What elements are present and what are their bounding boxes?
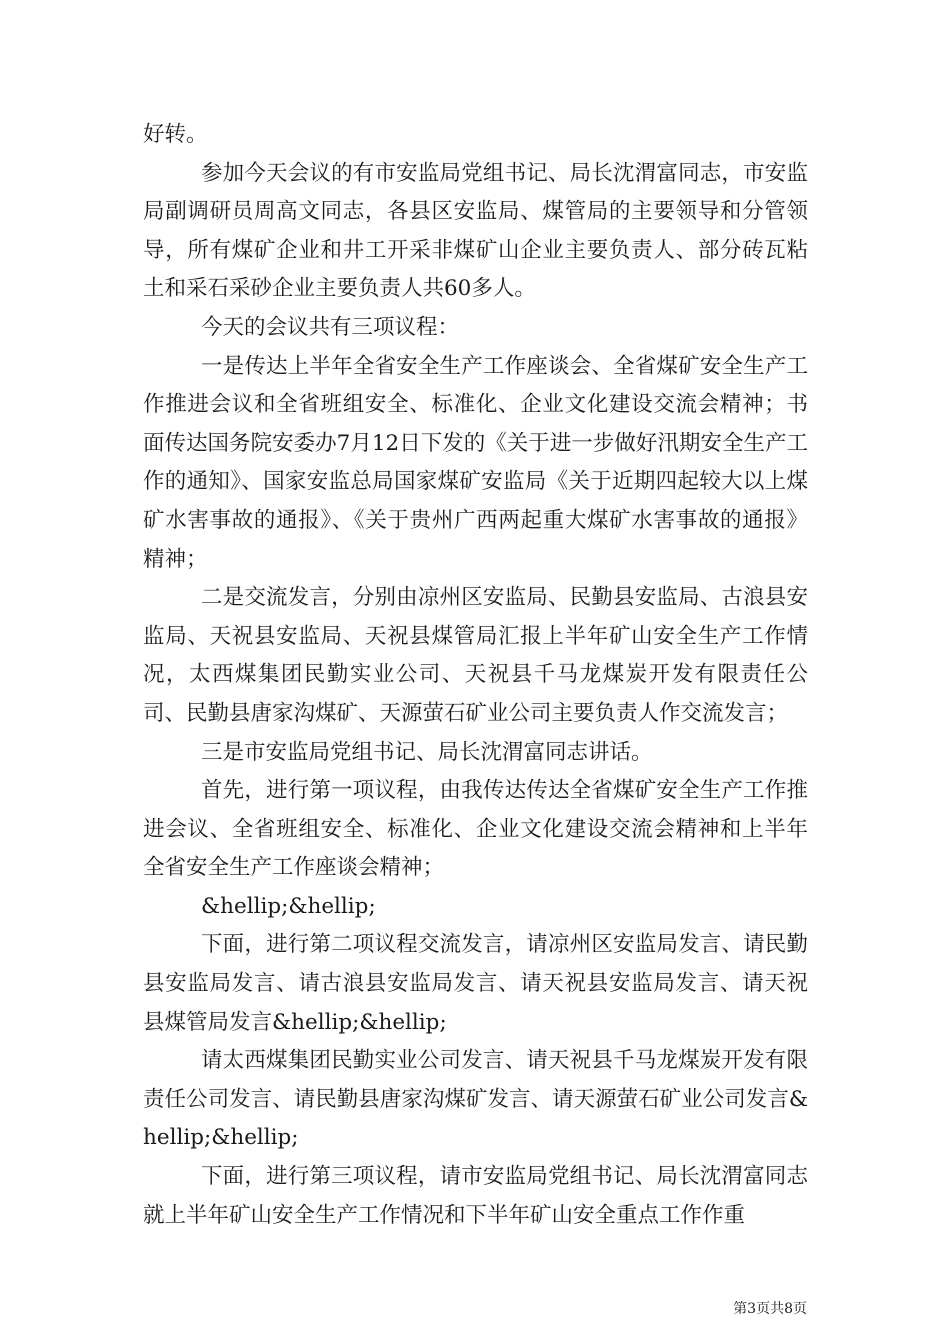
document-body [143, 116, 808, 1235]
paragraph-10: 请太西煤集团民勤实业公司发言、请天祝县千马龙煤炭开发有限责任公司发言、请民勤县唐家沟煤矿发言、请天源萤石矿业公司发言&hellip;&hellip; [143, 1048, 808, 1151]
page-number-footer: 第3页共8页 [733, 1301, 807, 1317]
paragraph-9: 下面，进行第二项议程交流发言，请凉州区安监局发言、请民勤县安监局发言、请古浪县安监局发言、请天祝县安监局发言、请天祝县煤管局发言&hellip;&hellip; [143, 932, 808, 1035]
paragraph-7: 首先，进行第一项议程，由我传达传达全省煤矿安全生产工作推进会议、全省班组安全、标准化、企业文化建设交流会精神和上半年全省安全生产工作座谈会精神； [143, 778, 808, 881]
paragraph-6: 三是市安监局党组书记、局长沈渭富同志讲话。 [201, 739, 653, 765]
paragraph-11: 下面，进行第三项议程，请市安监局党组书记、局长沈渭富同志就上半年矿山安全生产工作情况和下半年矿山安全重点工作作重 [143, 1164, 808, 1228]
paragraph-5: 二是交流发言，分别由凉州区安监局、民勤县安监局、古浪县安监局、天祝县安监局、天祝县煤管局汇报上半年矿山安全生产工作情况，太西煤集团民勤实业公司、天祝县千马龙煤炭开发有限责任公司、民勤县唐家沟煤矿、天源萤石矿业公司主要负责人作交流发言； [143, 585, 808, 726]
paragraph-3: 今天的会议共有三项议程： [201, 314, 460, 340]
paragraph-1: 好转。 [143, 122, 208, 147]
paragraph-8: &hellip;&hellip; [201, 893, 376, 919]
paragraph-4: 一是传达上半年全省安全生产工作座谈会、全省煤矿安全生产工作推进会议和全省班组安全、标准化、企业文化建设交流会精神；书面传达国务院安委办7月12日下发的《关于进一步做好汛期安全生产工作的通知》、国家安监总局国家煤矿安监局《关于近期四起较大以上煤矿水害事故的通报》、《关于贵州广西两起重大煤矿水害事故的通报》精神； [143, 353, 808, 572]
paragraph-2: 参加今天会议的有市安监局党组书记、局长沈渭富同志，市安监局副调研员周高文同志，各县区安监局、煤管局的主要领导和分管领导，所有煤矿企业和井工开采非煤矿山企业主要负责人、部分砖瓦粘土和采石采砂企业主要负责人共60多人。 [143, 160, 808, 302]
